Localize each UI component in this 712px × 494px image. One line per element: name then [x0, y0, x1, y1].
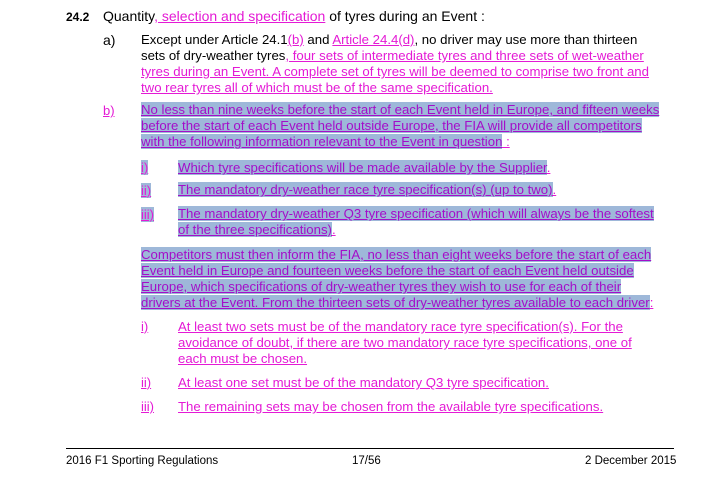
item-b-para2-line1: Competitors must then inform the FIA, no less than eight weeks before the start of each [141, 247, 652, 262]
item-a-line4: two rear tyres all of which must be of the same specification. [141, 80, 493, 95]
item-b-list2-sub3 [178, 399, 603, 415]
item-b-sub1-label: i) [141, 160, 149, 175]
item-a-line3: tyres during an Event. A complete set of tyres will be deemed to comprise two front and [141, 64, 649, 79]
item-b-sub3 [178, 206, 678, 238]
item-b-para2-line4: drivers at the Event. From the thirteen sets of dry-weather tyres available to each driver [141, 295, 650, 310]
item-b-label: b) [103, 103, 115, 118]
item-b-list2-sub2-text: At least one set must be of the mandatory Q3 tyre specification [178, 375, 546, 390]
item-b-sub1-text: Which tyre specifications will be made available by the Supplier [178, 160, 547, 175]
item-b-sub3-label: iii) [141, 207, 154, 222]
item-b-list2-sub1-line1: At least two sets must be of the mandatory race tyre specification(s). For the [178, 319, 623, 334]
item-b-list2-sub1-label: i) [141, 319, 149, 334]
item-a-line2-start: sets of dry-weather tyres [141, 48, 286, 63]
item-b-line3-tail: : [502, 134, 510, 149]
item-a-ref-244d: Article 24.4(d) [332, 32, 415, 47]
item-b-para2-line3: Europe, which specifications of dry-weather tyres they wish to use for each of their [141, 279, 622, 294]
heading-plain: Quantity [103, 8, 155, 24]
item-b-para2-line2: Event held in Europe and fourteen weeks before the start of each Event held outside [141, 263, 634, 278]
item-a-text [141, 32, 681, 96]
item-b-sub3-line2: of the three specifications) [178, 222, 332, 237]
footer-page-number: 17/56 [352, 455, 381, 467]
item-a-ref-b: (b) [287, 32, 304, 47]
item-b-list2-sub3-text: The remaining sets may be chosen from the available tyre specifications [178, 399, 600, 414]
item-b-line1: No less than nine weeks before the start of each Event held in Europe, and fifteen weeks [141, 102, 660, 117]
item-b-sub2-label: ii) [141, 183, 152, 198]
item-b-list2-sub1 [178, 319, 678, 367]
heading-tail: of tyres during an Event : [325, 8, 485, 24]
section-heading [103, 8, 485, 24]
item-b-para1 [141, 102, 676, 150]
item-b-sub3-tail: . [331, 222, 336, 237]
item-b-list2-sub2-label: ii) [141, 375, 152, 390]
item-b-para2-line4-tail: : [649, 295, 654, 310]
item-a-line1-end: , no driver may use more than thirteen [414, 32, 638, 47]
item-b-list2-sub2-tail: . [545, 375, 549, 390]
section-number: 24.2 [66, 10, 90, 24]
item-b-list2-sub1-line2: avoidance of doubt, if there are two mandatory race tyre specifications, one of [178, 335, 632, 350]
item-a-label: a) [103, 32, 116, 48]
item-a-line1-start: Except under Article 24.1 [141, 32, 288, 47]
item-b-para2 [141, 247, 676, 311]
item-b-line3: with the following information relevant to the Event in question [141, 134, 503, 149]
footer-divider [66, 448, 674, 449]
item-b-sub1 [178, 160, 550, 176]
heading-inserted: , selection and specification [154, 8, 326, 24]
item-b-sub3-line1: The mandatory dry-weather Q3 tyre specification (which will always be the softest [178, 206, 654, 221]
item-a-and: and [303, 32, 333, 47]
item-b-list2-sub3-label: iii) [141, 399, 154, 414]
item-b-sub1-tail: . [546, 160, 551, 175]
item-b-list2-sub3-tail: . [599, 399, 604, 414]
item-b-sub2-text: The mandatory dry-weather race tyre specification(s) (up to two) [178, 182, 553, 197]
item-b-list2-sub1-line3: each must be chosen. [178, 351, 308, 366]
item-b-sub2 [178, 182, 556, 198]
footer-title: 2016 F1 Sporting Regulations [66, 455, 219, 467]
item-b-list2-sub2 [178, 375, 549, 391]
item-b-line2: before the start of each Event held outside Europe, the FIA will provide all competitors [141, 118, 642, 133]
footer-date: 2 December 2015 [585, 455, 677, 467]
item-b-sub2-tail: . [552, 182, 557, 197]
item-a-line2-inserted: , four sets of intermediate tyres and three sets of wet-weather [285, 48, 644, 63]
